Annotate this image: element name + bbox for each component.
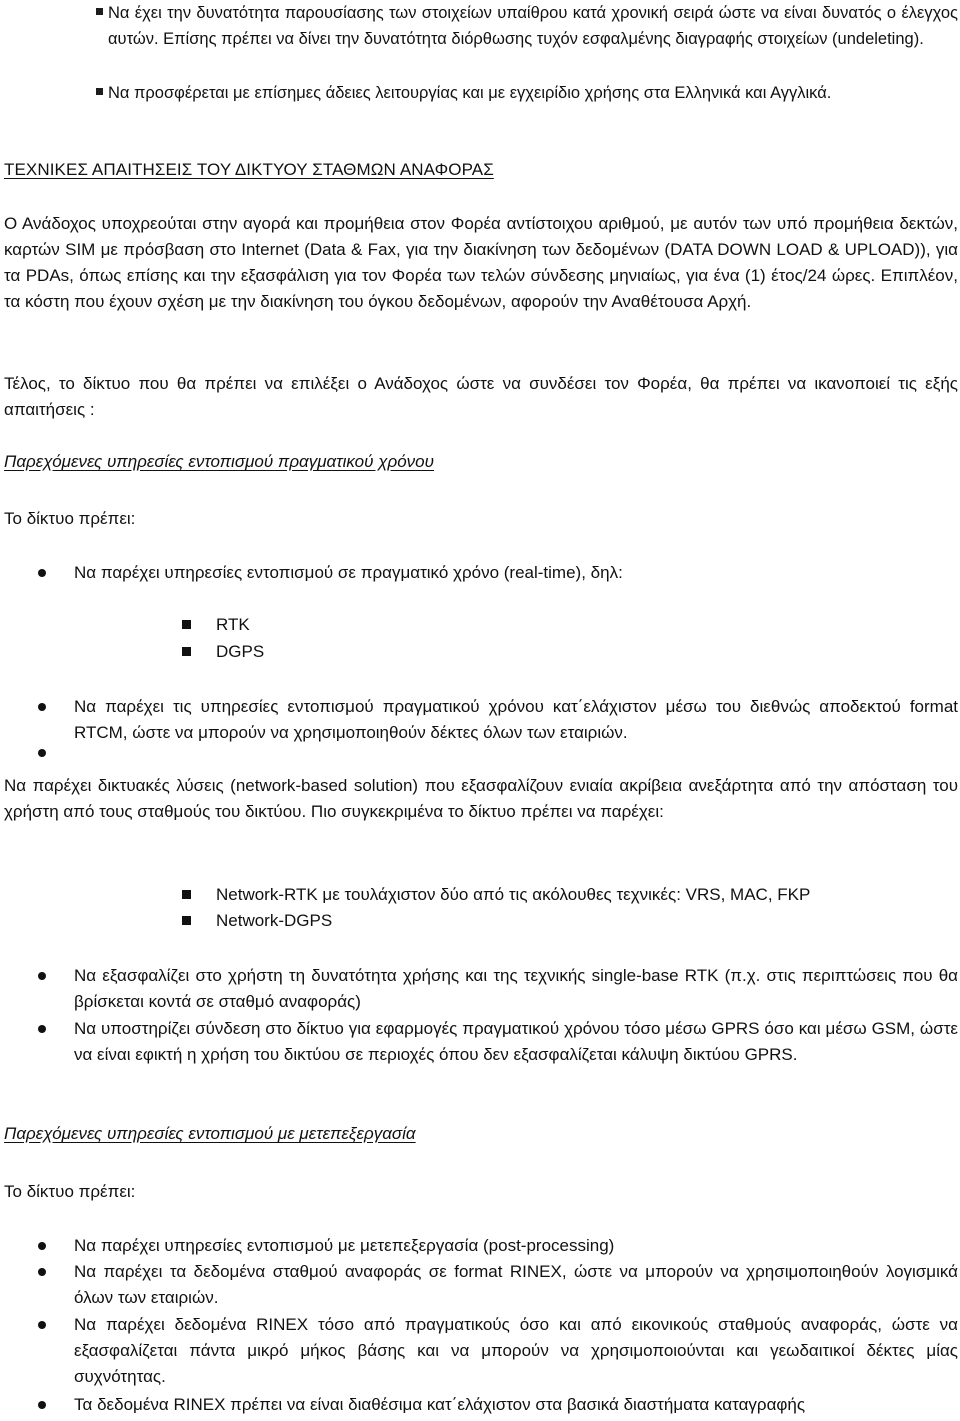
paragraph: Τέλος, το δίκτυο που θα πρέπει να επιλέξει ο Ανάδοχος ώστε να συνδέσει τον Φορέα, θα πρέπει να ικανοποιεί τις εξής απαιτήσεις : — [4, 374, 958, 419]
paragraph: Ο Ανάδοχος υποχρεούται στην αγορά και προμήθεια στον Φορέα αντίστοιχου αριθμού, με αυτόν των υπό προμήθεια δεκτών, καρτών SIM με πρόσβαση στο Internet (Data & Fax, για την διακίνηση των δεδομένων (DATA DOWN LOAD & UPLOAD)), για τα PDAs, όπως επίσης και την εξασφάλιση για τον Φορέα των τελών σύνδεσης μηνιαίως, για ένα (1) έτος/24 ώρες. Επιπλέον, τα κόστη που έχουν σχέση με την διακίνηση του όγκου δεδομένων, αφορούν την Αναθέτουσα Αρχή. — [4, 214, 958, 311]
square-bullet-icon — [182, 890, 191, 899]
bullet-icon — [38, 1401, 46, 1409]
section-title: Παρεχόμενες υπηρεσίες εντοπισμού με μετεπεξεργασία — [4, 1124, 416, 1143]
bullet-icon — [38, 1242, 46, 1250]
sub-list-item: Network-DGPS — [182, 908, 332, 934]
list-item: Να παρέχει τις υπηρεσίες εντοπισμού πραγματικού χρόνου κατ΄ελάχιστον μέσω του διεθνώς αποδεκτού format RTCM, ώστε να μπορούν να χρησιμοποιηθούν δέκτες όλων των εταιριών. — [0, 694, 958, 746]
bullet-icon — [38, 1321, 46, 1329]
section-title: Παρεχόμενες υπηρεσίες εντοπισμού πραγματικού χρόνου — [4, 452, 434, 471]
square-bullet-icon — [182, 647, 191, 656]
list-item: Τα δεδομένα RINEX πρέπει να είναι διαθέσιμα κατ΄ελάχιστον στα βασικά διαστήματα καταγραφής — [0, 1392, 958, 1418]
list-item-text: Να έχει την δυνατότητα παρουσίασης των στοιχείων υπαίθρου κατά χρονική σειρά ώστε να είναι δυνατός ο έλεγχος αυτών. Επίσης πρέπει να δίνει την δυνατότητα διόρθωσης τυχόν εσφαλμένης διαγραφής στοιχείων (undeleting). — [108, 4, 958, 48]
bullet-icon — [38, 1268, 46, 1276]
bullet-icon — [38, 703, 46, 711]
sub-list-item: RTK — [182, 612, 250, 638]
list-item: Να παρέχει υπηρεσίες εντοπισμού σε πραγματικό χρόνο (real-time), δηλ: — [0, 560, 958, 586]
bullet-icon — [38, 569, 46, 577]
sub-list-item: Network-RTK με τουλάχιστον δύο από τις ακόλουθες τεχνικές: VRS, MAC, FKP — [182, 882, 810, 908]
list-item: Να παρέχει τα δεδομένα σταθμού αναφοράς σε format RINEX, ώστε να μπορούν να χρησιμοποιηθούν λογισμικά όλων των εταιριών. — [0, 1259, 958, 1311]
bullet-icon — [38, 972, 46, 980]
intro-text: Το δίκτυο πρέπει: — [4, 509, 136, 528]
paragraph: Να παρέχει δικτυακές λύσεις (network-based solution) που εξασφαλίζουν ενιαία ακρίβεια ανεξάρτητα από την απόσταση του χρήστη από τους σταθμούς του δικτύου. Πιο συγκεκριμένα το δίκτυο πρέπει να παρέχει: — [4, 776, 958, 821]
list-item — [96, 80, 958, 106]
section-heading: ΤΕΧΝΙΚΕΣ ΑΠΑΙΤΗΣΕΙΣ ΤΟΥ ΔΙΚΤΥΟΥ ΣΤΑΘΜΩΝ ΑΝΑΦΟΡΑΣ — [4, 160, 494, 179]
list-item: Να εξασφαλίζει στο χρήστη τη δυνατότητα χρήσης και της τεχνικής single-base RTK (π.χ. στις περιπτώσεις που θα βρίσκεται κοντά σε σταθμό αναφοράς) — [0, 963, 958, 1015]
square-bullet-icon — [182, 916, 191, 925]
sub-list-item: DGPS — [182, 639, 264, 665]
bullet-icon — [38, 749, 46, 757]
list-item: Να υποστηρίζει σύνδεση στο δίκτυο για εφαρμογές πραγματικού χρόνου τόσο μέσω GPRS όσο και μέσω GSM, ώστε να είναι εφικτή η χρήση του δικτύου σε περιοχές όπου δεν εξασφαλίζεται κάλυψη δικτύου GPRS. — [0, 1016, 958, 1068]
intro-text: Το δίκτυο πρέπει: — [4, 1182, 136, 1201]
square-bullet-icon — [96, 8, 103, 15]
square-bullet-icon — [182, 620, 191, 629]
list-item: Να παρέχει δεδομένα RINEX τόσο από πραγματικούς όσο και από εικονικούς σταθμούς αναφοράς, ώστε να εξασφαλίζεται πάντα μικρό μήκος βάσης και να μπορούν να χρησιμοποιούνται και γεωδαιτικοί δέκτες μίας συχνότητας. — [0, 1312, 958, 1390]
list-item — [96, 0, 958, 52]
list-item-text: Να προσφέρεται με επίσημες άδειες λειτουργίας και με εγχειρίδιο χρήσης στα Ελληνικά και Αγγλικά. — [108, 84, 832, 102]
bullet-icon — [38, 1025, 46, 1033]
list-item: Να παρέχει υπηρεσίες εντοπισμού με μετεπεξεργασία (post-processing) — [0, 1233, 958, 1259]
square-bullet-icon — [96, 88, 103, 95]
